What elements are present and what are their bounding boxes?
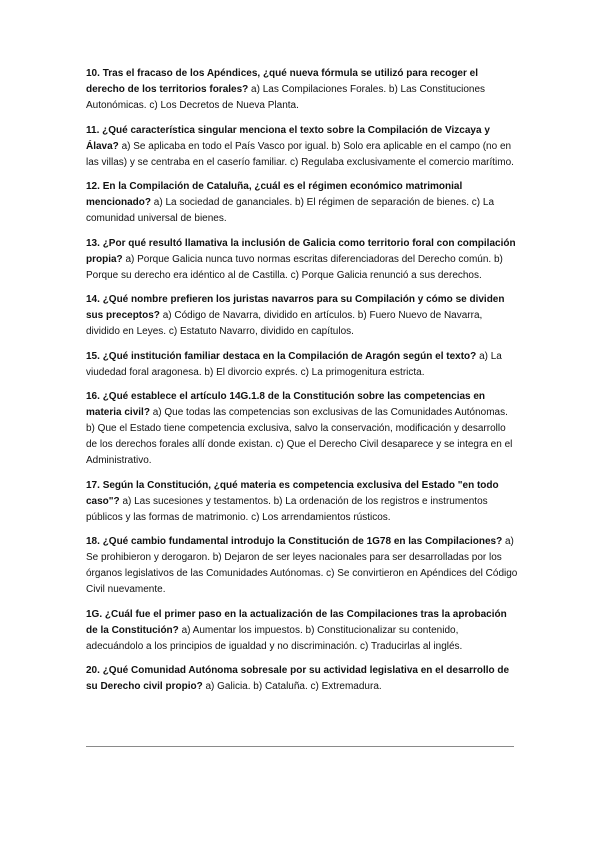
question-item bbox=[86, 478, 518, 526]
question-options: a) Código de Navarra, dividido en artículos. b) Fuero Nuevo de Navarra, dividido en Leyes. c) Estatuto Navarro, dividido en capítulos. bbox=[86, 310, 483, 337]
question-item bbox=[86, 349, 518, 381]
question-item bbox=[86, 663, 518, 695]
question-number: 16. bbox=[86, 391, 100, 402]
question-stem: ¿Qué establece el artículo 14G.1.8 de la Constitución sobre las competencias en materia civil? bbox=[86, 391, 486, 418]
question-number: 18. bbox=[86, 536, 100, 547]
question-number: 13. bbox=[86, 237, 100, 249]
question-options: a) Las Compilaciones Forales. b) Las Constituciones Autonómicas. c) Los Decretos de Nueva Planta. bbox=[86, 84, 486, 111]
question-number: 12. bbox=[86, 181, 100, 192]
question-stem: ¿Por qué resultó llamativa la inclusión de Galicia como territorio foral con compilación propia? bbox=[86, 237, 516, 265]
question-stem: ¿Qué cambio fundamental introdujo la Constitución de 1G78 en las Compilaciones? bbox=[102, 536, 503, 547]
question-stem: En la Compilación de Cataluña, ¿cuál es el régimen económico matrimonial mencionado? bbox=[86, 181, 463, 208]
question-number: 1G. bbox=[86, 608, 103, 620]
question-number: 17. bbox=[86, 479, 100, 491]
question-stem: ¿Qué Comunidad Autónoma sobresale por su actividad legislativa en el desarrollo de su Derecho civil propio? bbox=[86, 665, 510, 692]
question-item bbox=[86, 389, 518, 469]
question-list bbox=[86, 66, 518, 704]
question-item bbox=[86, 123, 518, 171]
question-options: a) La sociedad de gananciales. b) El régimen de separación de bienes. c) La comunidad universal de bienes. bbox=[86, 197, 495, 224]
question-stem: Tras el fracaso de los Apéndices, ¿qué nueva fórmula se utilizó para recoger el derecho de los territorios forales? bbox=[86, 68, 478, 95]
footer-divider bbox=[86, 746, 514, 747]
question-stem: ¿Qué institución familiar destaca en la Compilación de Aragón según el texto? bbox=[102, 350, 477, 362]
question-number: 20. bbox=[86, 665, 100, 676]
question-options: a) Que todas las competencias son exclusivas de las Comunidades Autónomas. b) Que el Estado tiene competencia exclusiva, salvo la conservación, modificación y desarrollo de los derechos forales allí donde existan. c) Que el Derecho Civil desaparece y se integra en el Administrativo. bbox=[86, 407, 513, 466]
question-number: 10. bbox=[86, 68, 100, 79]
question-item bbox=[86, 236, 518, 284]
question-options: a) Porque Galicia nunca tuvo normas escritas diferenciadoras del Derecho común. b) Porque su derecho era idéntico al de Castilla. c) Porque Galicia renunció a sus derechos. bbox=[86, 253, 503, 281]
question-stem: ¿Cuál fue el primer paso en la actualización de las Compilaciones tras la aprobación de la Constitución? bbox=[86, 608, 507, 636]
question-options: a) Aumentar los impuestos. b) Constitucionalizar su contenido, adecuándolo a los principios de igualdad y no discriminación. c) Traducirlas al inglés. bbox=[86, 624, 463, 652]
question-item bbox=[86, 66, 518, 114]
question-options: a) Se prohibieron y derogaron. b) Dejaron de ser leyes nacionales para ser desarrolladas por los órganos legislativos de las Comunidades Autónomas. c) Se convirtieron en Apéndices del Código Civil nuevamente. bbox=[86, 536, 518, 595]
question-number: 15. bbox=[86, 350, 100, 362]
question-options: a) Las sucesiones y testamentos. b) La ordenación de los registros e instrumentos públicos y las formas de matrimonio. c) Los arrendamientos rústicos. bbox=[86, 495, 488, 523]
question-stem: ¿Qué característica singular menciona el texto sobre la Compilación de Vizcaya y Álava? bbox=[86, 124, 490, 152]
question-item bbox=[86, 179, 518, 227]
question-options: a) Se aplicaba en todo el País Vasco por igual. b) Solo era aplicable en el campo (no en las villas) y se centraba en el caserío familiar. c) Regulaba exclusivamente el comercio marítimo. bbox=[86, 140, 514, 168]
question-item bbox=[86, 607, 518, 655]
question-options: a) Galicia. b) Cataluña. c) Extremadura. bbox=[205, 681, 382, 692]
question-number: 11. bbox=[86, 124, 100, 136]
question-stem: ¿Qué nombre prefieren los juristas navarros para su Compilación y cómo se dividen sus preceptos? bbox=[86, 294, 505, 321]
question-item bbox=[86, 534, 518, 598]
question-options: a) La viudedad foral aragonesa. b) El divorcio exprés. c) La primogenitura estricta. bbox=[86, 350, 502, 378]
question-number: 14. bbox=[86, 294, 100, 305]
question-item bbox=[86, 292, 518, 340]
question-stem: Según la Constitución, ¿qué materia es competencia exclusiva del Estado "en todo caso"? bbox=[86, 479, 499, 507]
